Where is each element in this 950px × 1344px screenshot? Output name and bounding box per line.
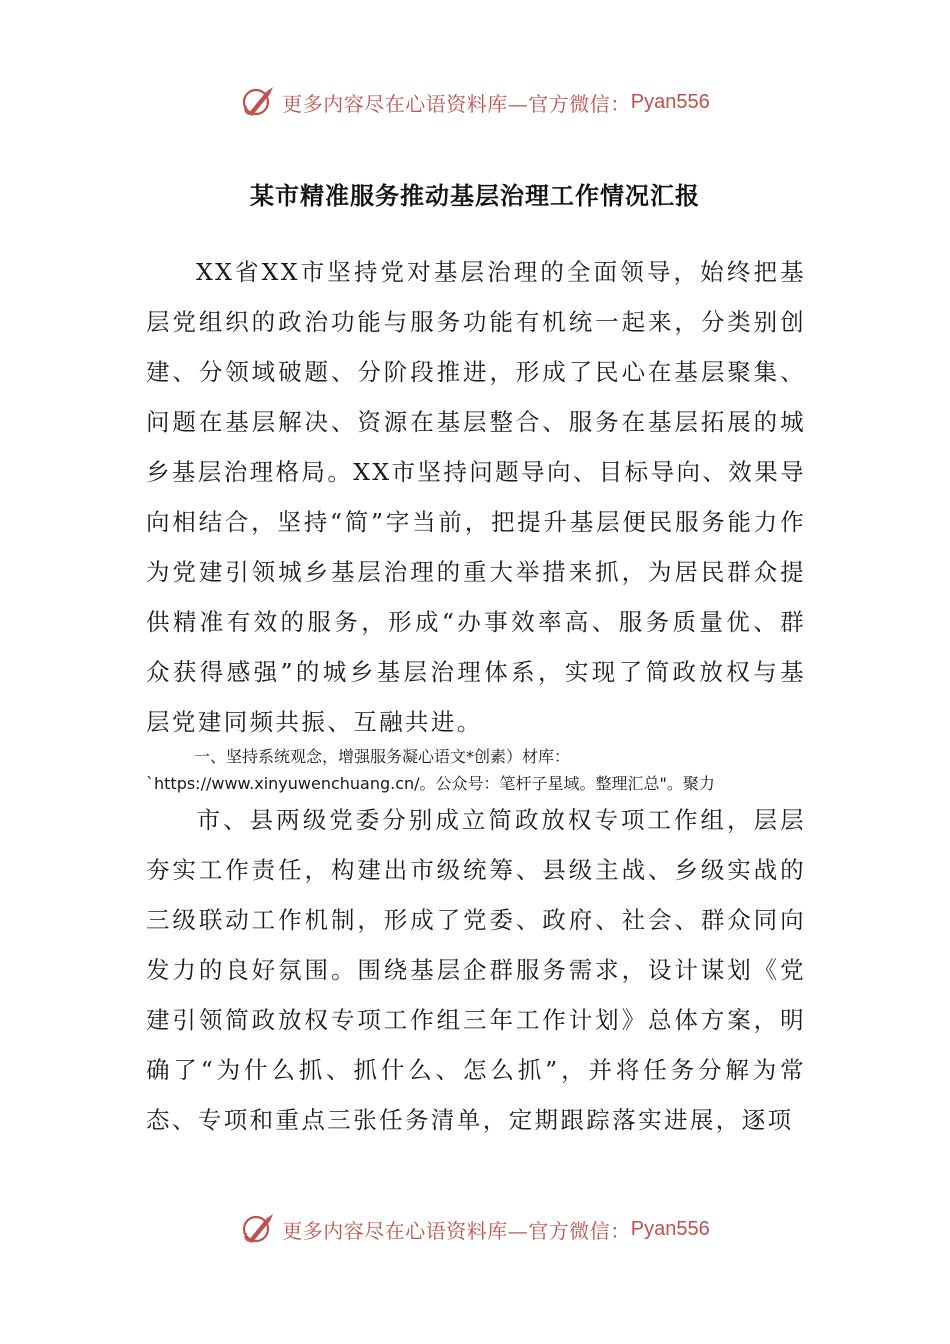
header-wechat-id: Pyan556	[630, 90, 710, 113]
pen-quill-logo-icon	[240, 1211, 276, 1247]
header-banner-text: 更多内容尽在心语资料库—官方微信：	[282, 91, 631, 116]
paragraph-section-one-text: 市、县两级党委分别成立简政放权专项工作组，层层夯实工作责任，构建出市级统筹、县级主战、乡级实战的三级联动工作机制，形成了党委、政府、社会、群众同向发力的良好氛围。围绕基层企群服务需求，设计谋划《党建引领简政放权专项工作组三年工作计划》总体方案，明确了“为什么抓、抓什么、怎么抓”，并将任务分解为常态、专项和重点三张任务清单，定期跟踪落实进展，逐项	[146, 806, 806, 1134]
section-heading-note-text: 一、坚持系统观念，增强服务凝心语文*创素）材库：`https://www.xinyuwenchuang.cn/。公众号：笔杆子星域。整理汇总"。聚力	[146, 747, 715, 793]
footer-banner	[0, 1209, 950, 1249]
paragraph-intro	[146, 247, 806, 747]
paragraph-section-one	[146, 795, 806, 1145]
document-title: 某市精准服务推动基层治理工作情况汇报	[250, 181, 700, 210]
footer-banner-text: 更多内容尽在心语资料库—官方微信：	[282, 1218, 631, 1243]
header-banner	[0, 82, 950, 122]
pen-quill-logo-icon	[240, 84, 276, 120]
section-heading-note	[146, 743, 786, 797]
footer-wechat-id: Pyan556	[630, 1217, 710, 1240]
paragraph-intro-text: XX省XX市坚持党对基层治理的全面领导，始终把基层党组织的政治功能与服务功能有机统一起来，分类别创建、分领域破题、分阶段推进，形成了民心在基层聚集、问题在基层解决、资源在基层整合、服务在基层拓展的城乡基层治理格局。XX市坚持问题导向、目标导向、效果导向相结合，坚持“简”字当前，把提升基层便民服务能力作为党建引领城乡基层治理的重大举措来抓，为居民群众提供精准有效的服务，形成“办事效率高、服务质量优、群众获得感强”的城乡基层治理体系，实现了简政放权与基层党建同频共振、互融共进。	[146, 258, 806, 736]
